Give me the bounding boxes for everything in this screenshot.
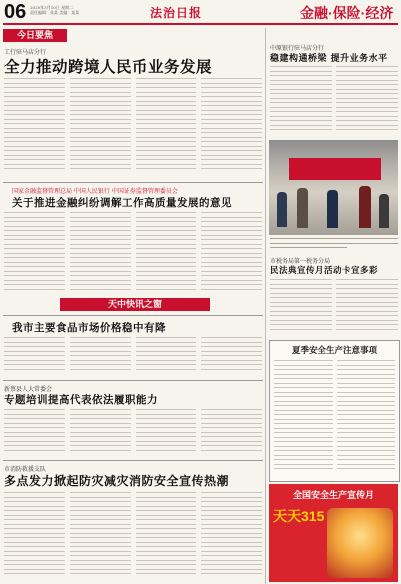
lead-body [4,78,262,178]
safety-ad [269,484,398,582]
news-photo [269,140,398,235]
train-body [4,409,262,457]
right-top-body [270,66,398,138]
paper-name: 法治日报 [150,6,203,20]
right-top-kicker: 中原银行驻马店分行 [270,45,325,52]
fire-body [4,492,262,582]
lead-kicker: 工行驻马店分行 [4,49,47,56]
food-body [4,337,262,377]
header-rule [3,23,398,25]
right-mid-body [270,279,398,333]
feature-body [4,212,262,296]
issue-meta: 2020年3月10日 星期二 责任编辑：张某 美编：某某 [30,5,80,15]
right-mid-title: 民法典宣传月活动卡宣多彩 [270,266,379,276]
feature-kicker: 国家金融监督管理总局 中国人民银行 中国证券监督管理委员会 [12,188,178,195]
train-title: 专题培训提高代表依法履职能力 [4,394,158,406]
lead-title: 全力推动跨境人民币业务发展 [4,57,213,76]
column-divider [265,28,266,584]
news-banner [60,298,210,311]
food-title: 我市主要食品市场价格稳中有降 [12,322,166,334]
ad-brand: 天天315 [273,508,325,524]
feature-title: 关于推进金融纠纷调解工作高质量发展的意见 [12,197,232,209]
ad-slogan: 全国安全生产宣传月 [292,490,374,500]
ad-illustration [327,508,393,578]
train-kicker: 新蔡县人大常委会 [4,386,53,393]
right-mid-kicker: 市税务局第一税务分局 [270,258,331,265]
photo-caption [270,238,398,252]
divider-3 [3,380,263,381]
section-title: 金融·保险·经济 [300,5,394,21]
fire-title: 多点发力掀起防灾减灾消防安全宣传热潮 [4,474,230,488]
right-top-title: 稳建构通桥梁 提升业务水平 [270,54,388,64]
safety-box [269,340,400,482]
divider-4 [3,460,263,461]
safety-title: 夏季安全生产注意事项 [291,346,377,356]
banner-text: 天中快讯之窗 [107,299,162,309]
fire-kicker: 市消防救援支队 [4,466,47,473]
today-tag: 今日要焦 [3,29,67,42]
divider-2 [3,315,263,316]
page-number: 06 [4,1,27,23]
divider-1 [3,182,263,183]
